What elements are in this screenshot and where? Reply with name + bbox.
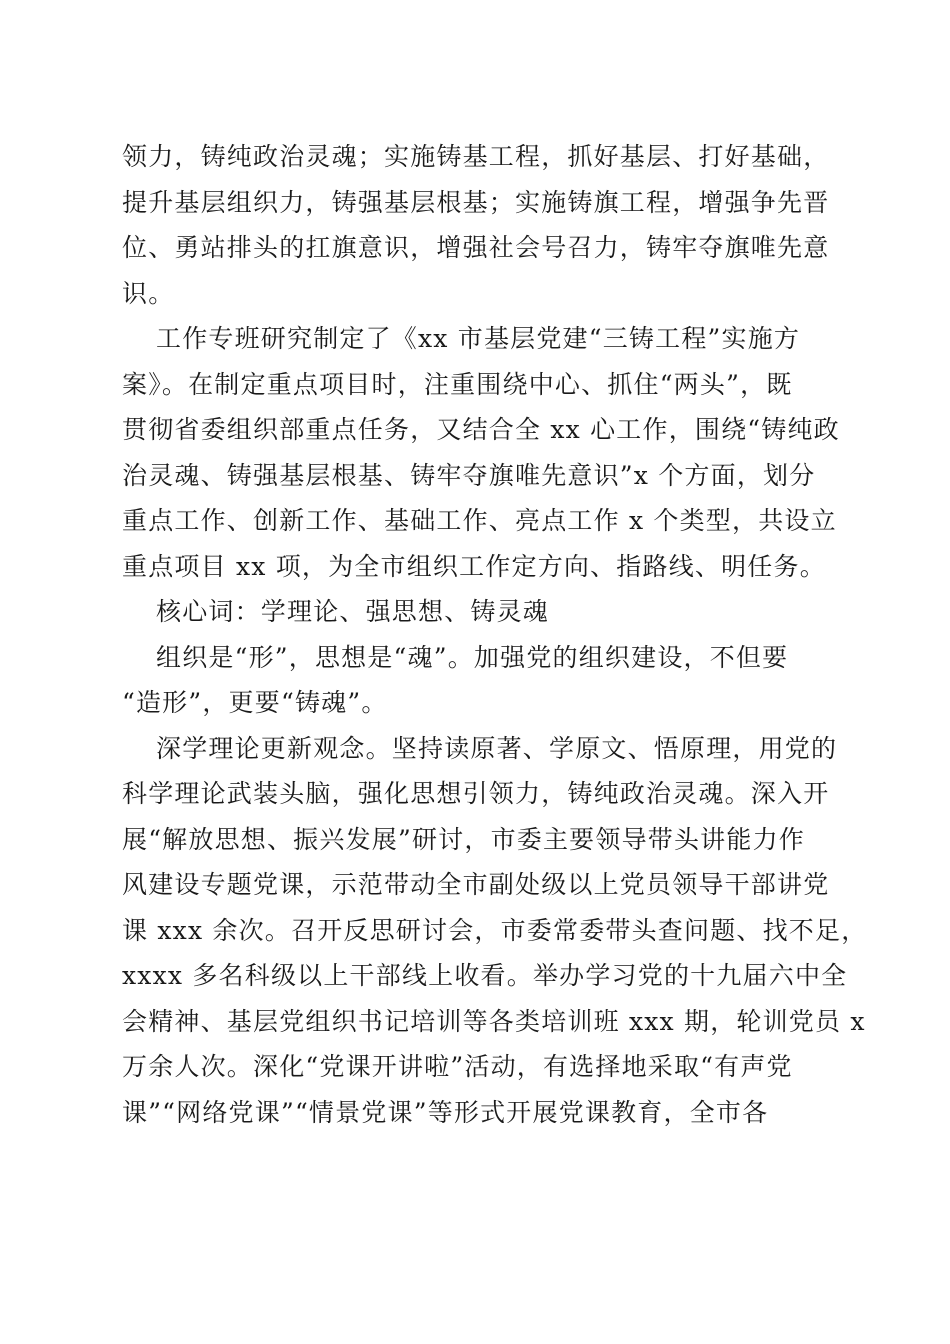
text-line-6: 案》。在制定重点项目时，注重围绕中心、抓住“两头”，既 <box>122 369 793 399</box>
text-line-5: 工作专班研究制定了《xx 市基层党建“三铸工程”实施方 <box>156 324 801 353</box>
text-line-1: 领力，铸纯政治灵魂；实施铸基工程，抓好基层、打好基础， <box>122 142 830 171</box>
text-line-22: 课”“网络党课”“情景党课”等形式开展党课教育，全市各 <box>122 1097 769 1127</box>
text-line-2: 提升基层组织力，铸强基层根基；实施铸旗工程，增强争先晋 <box>122 187 830 217</box>
text-line-7: 贯彻省委组织部重点任务，又结合全 xx 心工作，围绕“铸纯政 <box>122 415 840 444</box>
text-line-13: “造形”，更要“铸魂”。 <box>122 688 388 717</box>
text-line-19: xxxx 多名科级以上干部线上收看。举办学习党的十九届六中全 <box>122 961 848 990</box>
text-line-15: 科学理论武装头脑，强化思想引领力，铸纯政治灵魂。深入开 <box>122 779 830 808</box>
text-line-8: 治灵魂、铸强基层根基、铸牢夺旗唯先意识”x 个方面，划分 <box>122 460 816 490</box>
text-line-9: 重点工作、创新工作、基础工作、亮点工作 x 个类型，共设立 <box>122 506 837 535</box>
text-line-17: 风建设专题党课，示范带动全市副处级以上党员领导干部讲党 <box>122 870 830 899</box>
text-line-4: 识。 <box>122 278 175 308</box>
text-line-16: 展“解放思想、振兴发展”研讨，市委主要领导带头讲能力作 <box>122 824 805 854</box>
text-line-21: 万余人次。深化“党课开讲啦”活动，有选择地采取“有声党 <box>122 1052 793 1081</box>
body-text <box>122 134 868 1135</box>
text-line-14: 深学理论更新观念。坚持读原著、学原文、悟原理，用党的 <box>156 733 838 763</box>
text-line-20: 会精神、基层党组织书记培训等各类培训班 xxx 期，轮训党员 x <box>122 1006 866 1036</box>
text-line-12: 组织是“形”，思想是“魂”。加强党的组织建设，不但要 <box>156 642 789 672</box>
text-line-18: 课 xxx 余次。召开反思研讨会，市委常委带头查问题、找不足， <box>122 915 868 945</box>
text-line-10: 重点项目 xx 项，为全市组织工作定方向、指路线、明任务。 <box>122 551 826 581</box>
keywords-line: 核心词：学理论、强思想、铸灵魂 <box>156 597 550 626</box>
text-line-3: 位、勇站排头的扛旗意识，增强社会号召力，铸牢夺旗唯先意 <box>122 233 830 262</box>
